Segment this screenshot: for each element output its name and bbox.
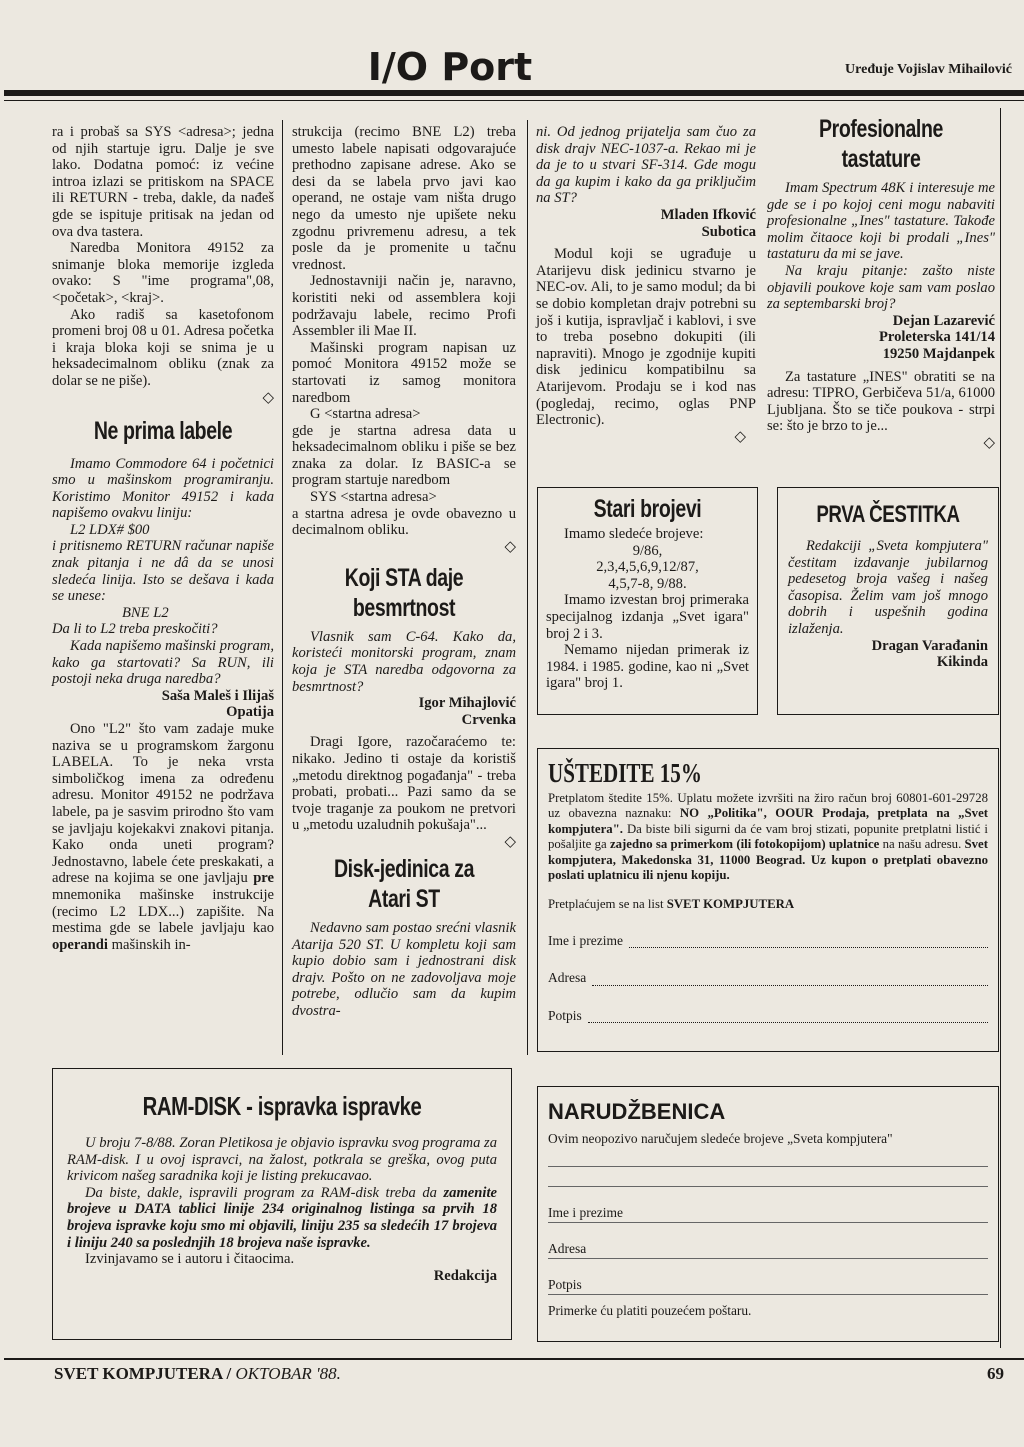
end-mark-icon: ◇	[983, 434, 995, 451]
box-heading: NARUDŽBENICA	[548, 1099, 726, 1124]
field-underline	[548, 1293, 988, 1295]
end-mark-icon: ◇	[504, 833, 516, 850]
subscription-line: Pretplaćujem se na list SVET KOMPJUTERA	[548, 897, 795, 912]
column-4	[767, 114, 995, 451]
letter-text: Na kraju pitanje: zašto niste objavili poukove koje sam vam poslao za septembarski broj?	[767, 262, 995, 313]
paragraph: Jednostavniji način je, naravno, koristiti neki od assemblera koji podržavaju labele, recimo Profi Assembler ili Mae II.	[292, 273, 516, 340]
paragraph: Da biste, dakle, ispravili program za RAM-disk treba da zamenite brojeve u DATA tablici linije 234 originalnog listinga sa prvih 18 brojeva ispravke koju smo mi objavili, liniju 235 sa sledećih 17 brojeva i liniju 240 sa poslednjih 18 brojeva naše ispravke.	[67, 1184, 497, 1251]
letter-signature: Mladen Ifković	[660, 206, 756, 223]
name-field[interactable]: Ime i prezime	[548, 1205, 623, 1220]
address-field[interactable]: Adresa	[548, 1241, 587, 1256]
letter-signature: Dragan Varađanin	[871, 637, 988, 654]
footer-rule	[4, 1358, 1024, 1360]
letter-city: 19250 Majdanpek	[882, 345, 995, 362]
letter-city: Crvenka	[461, 711, 516, 728]
paragraph: Ako radiš sa kasetofonom promeni broj 08 u 01. Adresa početka i kraja bloka koji se snima je u heksadecimalnom obliku (znak za dolar se ne piše).	[52, 306, 274, 389]
paragraph: Imamo izvestan broj primeraka specijalnog izdanja „Svet igara" broj 2 i 3.	[546, 592, 749, 642]
order-form-box	[537, 1086, 999, 1342]
letter-text: Nedavno sam postao srećni vlasnik Atarija 520 ST. U kompletu koji sam kupio dobio sam i jednostrani disk drajv. Pošto on ne zadovoljava moje potrebe, odlučio sam da kupim dvostra-	[292, 919, 516, 1019]
paragraph: Nemamo nijedan primerak iz 1984. i 1985. godine, kao ni „Svet igara" broj 1.	[546, 642, 749, 692]
article-heading: Ne prima labele	[93, 416, 233, 445]
code-line: SYS <startna adresa>	[310, 489, 437, 506]
letter-text: Imamo Commodore 64 i početnici smo u mašinskom programiranju. Koristimo Monitor 49152 i kada napišemo ovakvu liniju:	[52, 455, 274, 522]
letter-text: Da li to L2 treba preskočiti?	[52, 621, 218, 638]
prva-cestitka-box	[777, 487, 999, 715]
column-divider	[282, 120, 283, 1055]
letter-signature: Saša Maleš i Ilijaš	[161, 687, 274, 704]
letter-text: Vlasnik sam C-64. Kako da, koristeći monitorski program, znam koja je STA naredba odgovorna za besmrtnost?	[292, 628, 516, 695]
paragraph: strukcija (recimo BNE L2) treba umesto labele napisati odgovarajuće prethodno zapisane adrese. Ako se desi da se labela prvo javi kao operand, ne ostaje vam ništa drugo nego da umesto nje upišete neku zgodnu privremenu adresu, a tek posle da je promenite u tačnu vrednost.	[292, 124, 516, 273]
paragraph: Modul koji se ugrađuje u Atarijevu disk jedinicu stvarno je NEC-ov. Ali, to je samo modul; da bi se dobio kompletan drajv potrebni su još i kutija, ispravljač i kablovi, i sve to treba posebno dokupiti (ili napraviti). Mnogo je zgodnije kupiti disk jedinicu kompatibilnu sa Atarijevom. Prodaju se i kod nas (pogledaj, recimo, oglas PNP Electronic).	[536, 246, 756, 429]
letter-text: ni. Od jednog prijatelja sam čuo za disk drajv NEC-1037-a. Rekao mi je da je to u stvari SF-314. Gde mogu da ga kupim i kako da ga priključim na ST?	[536, 124, 756, 207]
subscription-box	[537, 748, 999, 1052]
order-line[interactable]	[548, 1167, 988, 1187]
box-heading: UŠTEDITE 15%	[548, 758, 702, 788]
signature: Redakcija	[433, 1267, 497, 1284]
letter-signature: Dejan Lazarević	[892, 312, 995, 329]
letter-text: Kada napišemo mašinski program, kako ga startovati? Sa RUN, ili postoji neka druga naredba?	[52, 638, 274, 688]
letter-city: Opatija	[226, 704, 274, 721]
article-heading: Koji STA daje besmrtnost	[344, 563, 464, 622]
code-line: BNE L2	[122, 604, 169, 621]
article-heading: Disk-jedinica za Atari ST	[333, 854, 475, 913]
stari-brojevi-box	[537, 487, 758, 715]
header-rule	[4, 90, 1024, 96]
box-heading: PRVA ČESTITKA	[816, 501, 960, 528]
order-text: Primerke ću platiti pouzećem poštaru.	[548, 1303, 752, 1318]
header-rule-thin	[4, 100, 1024, 101]
signature-field[interactable]: Potpis	[548, 1008, 988, 1023]
paragraph: Ono "L2" što vam zadaje muke naziva se u programskom žargonu LABELA. To je neka vrsta simboličkog imena za određenu adresu. Monitor 49152 ne podržava labele, pa je sasvim prirodno što vam se javljaju kojekakvi znakovi pitanja. Kako onda uneti program? Jednostavno, labele ćete preskakati, a adrese na kojima se one javljaju pre mnemonika mašinske instrukcije (recimo L2 LDX...) zapišite. Na mestima gde se labele javljaju kao operandi mašinskih in-	[52, 721, 274, 953]
paragraph: Mašinski program napisan uz pomoć Monitora 49152 može se startovati iz samog monitora naredbom	[292, 339, 516, 406]
address-field[interactable]: Adresa	[548, 970, 988, 985]
letter-text: Redakciji „Sveta kompjutera" čestitam izdavanje jubilarnog pedesetog broja vašeg i našeg časopisa. Želim vam još mnogo dobrih i uspešnih godina izlaženja.	[788, 538, 988, 637]
paragraph: Imamo sledeće brojeve:	[564, 526, 704, 542]
column-divider	[527, 120, 528, 1055]
ram-disk-box	[52, 1068, 512, 1340]
issue-list: 2,3,4,5,6,9,12/87,	[596, 559, 699, 576]
column-1	[52, 124, 274, 953]
article-heading: Profesionalne tastature	[819, 115, 943, 173]
letter-text: i pritisnemo RETURN računar napiše znak pitanja i ne dâ da se unosi sledeća linija. Isto se dešava i kada se unese:	[52, 538, 274, 605]
paragraph: U broju 7-8/88. Zoran Pletikosa je objavio ispravku svog programa za RAM-disk. I u ovoj ispravci, na žalost, potkrala se greška, ovog puta krivicom našeg saradnika koji je listing prekucavao.	[67, 1135, 497, 1185]
letter-address: Proleterska 141/14	[878, 329, 995, 346]
subscription-text: Pretplatom štedite 15%. Uplatu možete izvršiti na žiro račun broj 60801-601-29728 uz obavezna naznaku: NO „Politika", OOUR Prodaja, pretplata na „Svet kompjutera". Da biste bili sigurni da će vam broj stizati, popunite pretplatni listić i pošaljite ga zajedno sa primerkom (ili fotokopijom) uplatnice na našu adresu. Svet kompjutera, Makedonska 31, 11000 Beograd. Uz kupon o pretplati obavezno poslati uplatnicu ili njenu kopiju.	[548, 791, 989, 883]
end-mark-icon: ◇	[504, 538, 516, 555]
code-line: G <startna adresa>	[310, 406, 421, 423]
letter-signature: Igor Mihajlović	[418, 695, 516, 712]
footer-magazine: SVET KOMPJUTERA / OKTOBAR '88.	[54, 1364, 341, 1383]
paragraph: Izvinjavamo se i autoru i čitaocima.	[85, 1251, 295, 1268]
end-mark-icon: ◇	[734, 428, 746, 445]
box-heading: Stari brojevi	[593, 495, 702, 523]
field-underline	[548, 1221, 988, 1223]
end-mark-icon: ◇	[262, 389, 274, 406]
signature-field[interactable]: Potpis	[548, 1277, 582, 1292]
paragraph: gde je startna adresa data u heksadecimalnom obliku i piše se bez znaka za dolar. Iz BASIC-a se program startuje naredbom	[292, 422, 516, 489]
order-text: Ovim neopozivo naručujem sledeće brojeve „Sveta kompjutera"	[548, 1131, 893, 1146]
paragraph: Za tastature „INES" obratiti se na adresu: TIPRO, Gerbičeva 51/a, 61000 Ljubljana. Što se tiče poukova - strpi se: što je brzo to je...	[767, 368, 995, 435]
code-line: L2 LDX# $00	[70, 521, 150, 538]
letter-city: Kikinda	[936, 654, 988, 671]
section-title: I/O Port	[367, 45, 533, 89]
issue-list: 4,5,7-8, 9/88.	[608, 575, 687, 592]
field-underline	[548, 1257, 988, 1259]
box-heading: RAM-DISK - ispravka ispravke	[142, 1091, 422, 1121]
paragraph: a startna adresa je ovde obavezno u decimalnom obliku.	[292, 505, 516, 539]
letter-city: Subotica	[701, 223, 756, 240]
page-edge-line	[1000, 108, 1001, 1348]
issue-list: 9/86,	[632, 542, 663, 559]
page-number: 69	[987, 1364, 1004, 1383]
letter-text: Imam Spectrum 48K i interesuje me gde se i po kojoj ceni mogu nabaviti profesionalne „Ines" tastature. Takođe molim čitaoce koji bi prodali „Ines" tastaturu da mi se jave.	[767, 180, 995, 263]
column-3	[536, 124, 756, 445]
order-line[interactable]	[548, 1147, 988, 1167]
paragraph: Naredba Monitora 49152 za snimanje bloka memorije izgleda ovako: S "ime programa",08, <početak>, <kraj>.	[52, 240, 274, 306]
paragraph: ra i probaš sa SYS <adresa>; jedna od njih startuje igru. Dalje je sve lako. Dodatna pomoć: iz većine introa izlazi se pritiskom na SPACE ili RETURN - treba, dakle, da nađeš gde se ispituje pritisak na jedan od ova dva tastera.	[52, 124, 274, 240]
column-2	[292, 124, 516, 1020]
name-field[interactable]: Ime i prezime	[548, 933, 988, 948]
paragraph: Dragi Igore, razočaraćemo te: nikako. Jedino ti ostaje da koristiš „metodu direktnog pogađanja" - treba probati, probati... Pazi samo da se tvoje traganje za poukom ne pretvori u „metodu uzaludnih pokušaja"...	[292, 734, 516, 834]
editor-credit: Uređuje Vojislav Mihailović	[845, 62, 1012, 77]
